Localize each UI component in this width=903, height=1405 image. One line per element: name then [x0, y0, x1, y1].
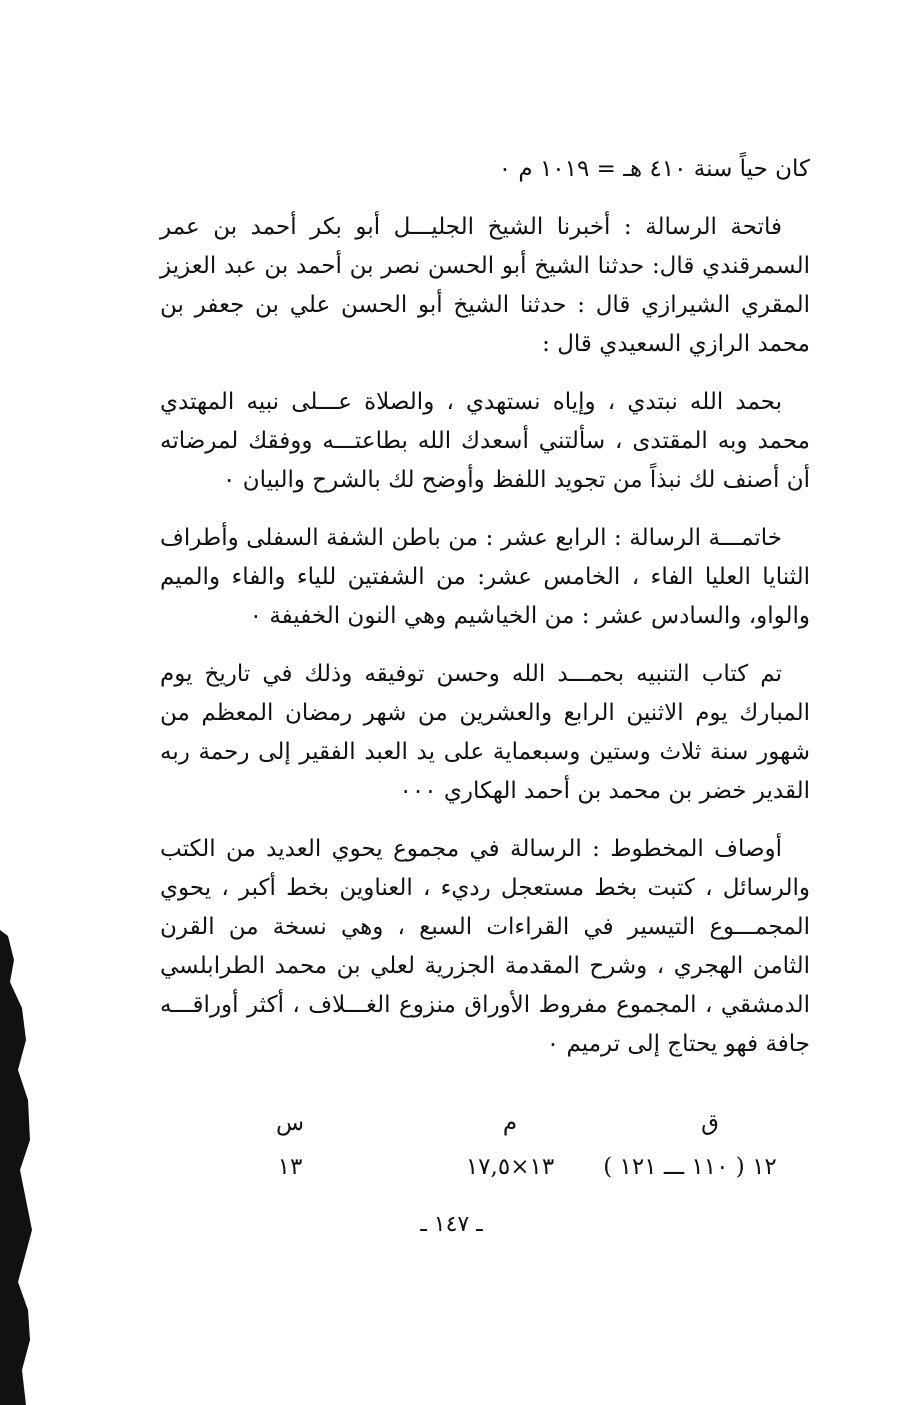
torn-page-edge: [0, 930, 34, 1405]
page-number: ـ ١٤٧ ـ: [420, 1212, 483, 1237]
manuscript-dimensions-table: [230, 1110, 790, 1190]
header-s: س: [275, 1110, 305, 1136]
manuscript-description: أوصاف المخطوط : الرسالة في مجموع يحوي العديد من الكتب والرسائل ، كتبت بخط مستعجل رديء ، العناوين بخط أكبر ، يحوي المجمـــوع التيسير في القراءات السبع ، وهي نسخة من القرن الثامن الهجري ، وشرح المقدمة الجزرية لعلي بن محمد الطرابلسي الدمشقي ، المجموع مفروط الأوراق منزوع الغـــلاف ، أكثر أوراقـــه جافة فهو يحتاج إلى ترميم ٠: [160, 836, 810, 1057]
header-m: م: [502, 1110, 518, 1136]
closing-paragraph: خاتمـــة الرسالة : الرابع عشر : من باطن الشفة السفلى وأطراف الثنايا العليا الفاء ، الخامس عشر: من الشفتين للياء والفاء والميم والواو، والسادس عشر : من الخياشيم وهي النون الخفيفة ٠: [160, 525, 810, 629]
page-body: [160, 150, 810, 1064]
colophon-paragraph: تم كتاب التنبيه بحمـــد الله وحسن توفيقه وذلك في تاريخ يوم المبارك يوم الاثنين الرابع والعشرين من شهر رمضان المعظم من شهور سنة ثلاث وستين وسبعماية على يد العبد الفقير إلى رحمة ربه القدير خضر بن محمد بن أحمد الهكاري ٠٠٠: [160, 661, 810, 804]
value-q: ١٢ ( ١١٠ ـــ ١٢١ ): [603, 1154, 777, 1180]
header-q: ق: [701, 1110, 719, 1136]
value-m: ١٣×١٧,٥: [465, 1154, 555, 1180]
invocation-paragraph: بحمد الله نبتدي ، وإياه نستهدي ، والصلاة عـــلى نبيه المهتدي محمد وبه المقتدى ، سألتني أسعدك الله بطاعتـــه ووفقك لمرضاته أن أصنف لك نبذاً من تجويد اللفظ وأوضح لك بالشرح والبيان ٠: [160, 389, 810, 493]
header-line: كان حياً سنة ٤١٠ هـ = ١٠١٩ م ٠: [498, 156, 810, 182]
opening-paragraph: فاتحة الرسالة : أخبرنا الشيخ الجليـــل أبو بكر أحمد بن عمر السمرقندي قال: حدثنا الشيخ أبو الحسن نصر بن أحمد بن عبد العزيز المقري الشيرازي قال : حدثنا الشيخ أبو الحسن علي بن جعفر بن محمد الرازي السعيدي قال :: [160, 214, 810, 357]
value-s: ١٣: [277, 1154, 303, 1180]
